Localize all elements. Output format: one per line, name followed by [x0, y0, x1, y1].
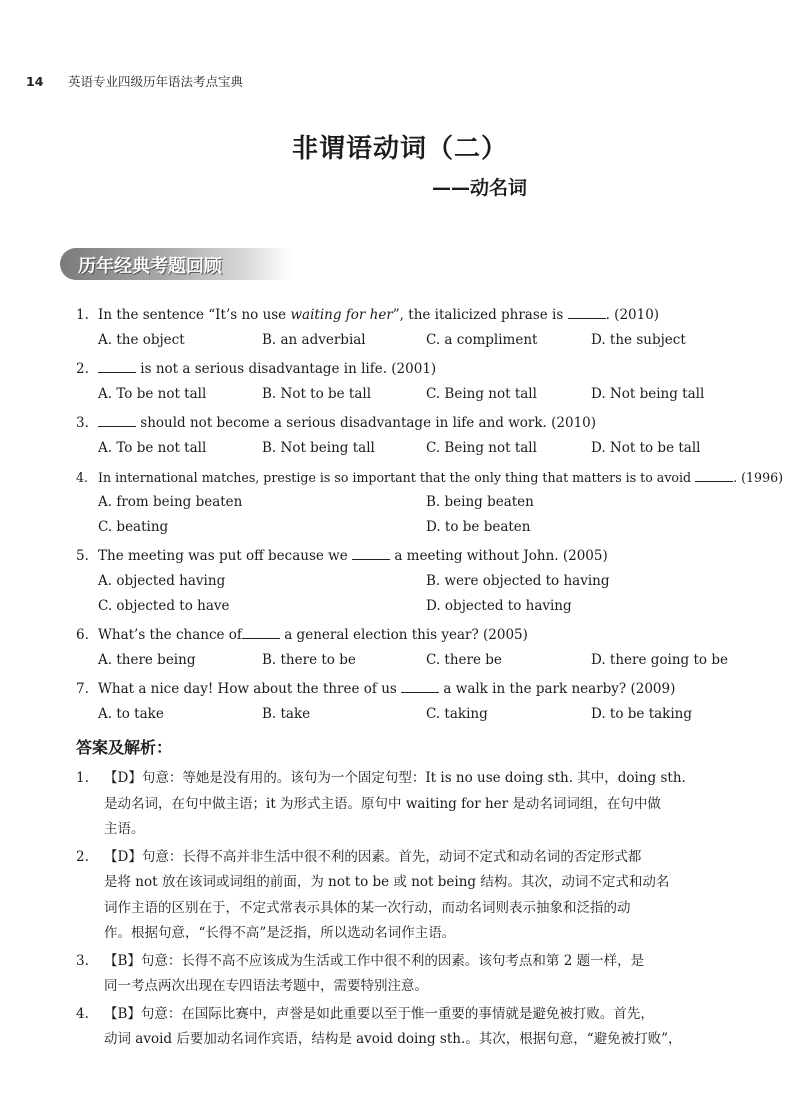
question-item: [76, 623, 766, 673]
answer-line: 是将 not 放在该词或词组的前面，为 not to be 或 not being 结构。其次，动词不定式和动名: [104, 874, 670, 890]
answer-line: 词作主语的区别在于，不定式常表示具体的某一次行动，而动名词则表示抽象和泛指的动: [104, 899, 631, 916]
section-banner-label: 历年经典考题回顾: [78, 256, 222, 277]
answer-blank: [401, 678, 439, 693]
option-a: A. from being beaten: [98, 494, 243, 510]
option-a: A. to take: [98, 706, 164, 722]
question-item: [76, 677, 766, 727]
option-b: B. Not being tall: [262, 440, 375, 456]
answer-number: 2.: [76, 848, 89, 865]
question-text: a meeting without John. (2005): [394, 548, 608, 564]
answer-blank: [98, 412, 136, 427]
section-banner: [60, 248, 292, 280]
question-stem: [76, 411, 766, 436]
question-number: 4.: [76, 470, 89, 485]
option-b: B. were objected to having: [426, 573, 610, 589]
question-number: 3.: [76, 415, 89, 431]
option-row: [76, 569, 766, 619]
option-row: [76, 382, 766, 407]
chapter-subtitle: ——动名词: [432, 177, 528, 199]
question-text: a walk in the park nearby? (2009): [443, 681, 676, 697]
option-c: C. Being not tall: [426, 440, 537, 456]
question-item: [76, 411, 766, 461]
question-number: 1.: [76, 307, 89, 323]
option-c: C. there be: [426, 652, 502, 668]
question-stem: [76, 357, 766, 382]
question-text: In international matches, prestige is so important that the only thing that matters is to avoid: [98, 470, 692, 485]
answer-line: [76, 949, 766, 975]
question-text: The meeting was put off because we: [98, 548, 348, 564]
option-d: D. to be taking: [591, 706, 692, 722]
option-d: D. the subject: [591, 332, 686, 348]
option-b: B. take: [262, 706, 311, 722]
option-c: C. objected to have: [98, 598, 230, 614]
question-item: [76, 465, 784, 540]
question-number: 2.: [76, 361, 89, 377]
answer-line: [76, 766, 766, 792]
option-row: [76, 490, 766, 540]
answer-text: 【B】句意：长得不高不应该成为生活或工作中很不利的因素。该句考点和第 2 题一样，是: [104, 952, 645, 969]
question-item: [76, 357, 766, 407]
answer-list: [76, 766, 766, 1055]
answers-heading: 答案及解析：: [76, 738, 173, 757]
option-b: B. there to be: [262, 652, 356, 668]
page-number: 14: [26, 74, 44, 89]
answer-line: 同一考点两次出现在专四语法考题中，需要特别注意。: [104, 978, 428, 994]
question-stem: [76, 677, 766, 702]
question-stem: [76, 465, 784, 490]
question-stem: [76, 303, 766, 328]
question-text: a general election this year? (2005): [284, 627, 528, 643]
answer-line: 动词 avoid 后要加动名词作宾语，结构是 avoid doing sth.。其次，根据句意，“避免被打败”，: [104, 1031, 682, 1047]
question-text: What’s the chance of: [98, 627, 242, 643]
question-text: In the sentence “It’s no use: [98, 307, 291, 323]
option-c: C. taking: [426, 706, 488, 722]
answer-blank: [242, 624, 280, 639]
answer-blank: [568, 304, 606, 319]
answer-line: [76, 1002, 766, 1028]
answer-blank: [352, 545, 390, 560]
option-a: A. objected having: [98, 573, 226, 589]
answer-line: 是动名词，在句中做主语；it 为形式主语。原句中 waiting for her 是动名词词组，在句中做: [104, 795, 661, 812]
question-stem: [76, 544, 766, 569]
answer-number: 3.: [76, 952, 89, 969]
answer-item: [76, 1002, 766, 1053]
option-d: D. Not being tall: [591, 386, 705, 402]
option-d: D. to be beaten: [426, 519, 531, 535]
answer-number: 1.: [76, 770, 89, 786]
option-a: A. the object: [98, 332, 185, 348]
question-number: 7.: [76, 681, 89, 697]
answer-text: 【D】句意：等她是没有用的。该句为一个固定句型：It is no use doing sth. 其中，doing sth.: [104, 770, 686, 786]
answer-line: 主语。: [104, 821, 145, 837]
option-a: A. To be not tall: [98, 386, 207, 402]
question-text: is not a serious disadvantage in life. (2001): [140, 361, 437, 377]
option-d: D. there going to be: [591, 652, 728, 668]
question-item: [76, 303, 766, 353]
question-italic-phrase: waiting for her: [290, 307, 393, 323]
page-header: [26, 72, 243, 90]
book-title: 英语专业四级历年语法考点宝典: [67, 74, 243, 89]
answer-line: 作。根据句意，“长得不高”是泛指，所以选动名词作主语。: [104, 925, 456, 941]
answer-text: 【B】句意：在国际比赛中，声誉是如此重要以至于惟一重要的事情就是避免被打败。首先，: [104, 1005, 654, 1022]
option-row: [76, 436, 766, 461]
option-d: D. objected to having: [426, 598, 572, 614]
question-stem: [76, 623, 766, 648]
question-text: . (2010): [605, 307, 660, 323]
answer-number: 4.: [76, 1005, 89, 1022]
answer-line: [76, 845, 766, 871]
chapter-title: 非谓语动词（二）: [291, 134, 508, 164]
question-text: What a nice day! How about the three of us: [98, 681, 397, 697]
option-d: D. Not to be tall: [591, 440, 701, 456]
option-row: [76, 702, 766, 727]
answer-text: 【D】句意：长得不高并非生活中很不利的因素。首先，动词不定式和动名词的否定形式都: [104, 848, 642, 865]
question-text: should not become a serious disadvantage in life and work. (2010): [140, 415, 597, 431]
question-item: [76, 544, 766, 619]
option-b: B. an adverbial: [262, 332, 366, 348]
option-a: A. To be not tall: [98, 440, 207, 456]
question-text: . (1996): [733, 470, 784, 485]
option-b: B. Not to be tall: [262, 386, 372, 402]
option-c: C. Being not tall: [426, 386, 537, 402]
option-b: B. being beaten: [426, 494, 534, 510]
option-c: C. a compliment: [426, 332, 538, 348]
question-number: 5.: [76, 548, 89, 564]
question-text: ”, the italicized phrase is: [392, 307, 568, 323]
answer-blank: [695, 467, 733, 482]
option-c: C. beating: [98, 519, 169, 535]
option-row: [76, 648, 766, 673]
question-list: [76, 303, 784, 731]
question-number: 6.: [76, 627, 89, 643]
answer-item: [76, 766, 766, 843]
option-a: A. there being: [98, 652, 196, 668]
answer-item: [76, 949, 766, 1000]
answer-item: [76, 845, 766, 947]
option-row: [76, 328, 766, 353]
answer-blank: [98, 358, 136, 373]
